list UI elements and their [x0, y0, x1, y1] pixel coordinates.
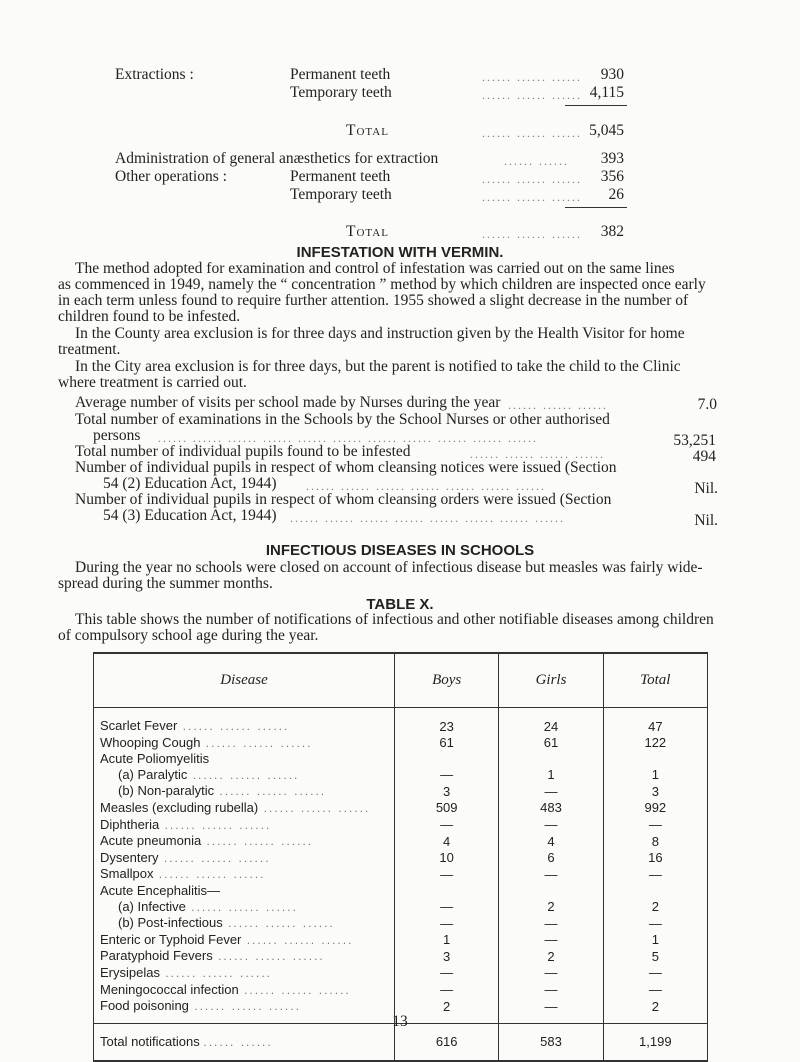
total-cell: 47	[603, 708, 707, 735]
anaesthetics-label: Administration of general anæsthetics for extraction	[115, 150, 439, 167]
stat-value: 53,251	[673, 432, 716, 449]
total-cell: 2	[603, 899, 707, 916]
disease-cell: Whooping Cough ...... ...... ......	[94, 735, 395, 752]
text-line: This table shows the number of notifications of infectious and other notifiable diseases among children	[75, 611, 714, 628]
boys-cell: 3	[395, 783, 499, 800]
disease-name: (a) Paralytic	[118, 766, 188, 782]
total-cell	[603, 883, 707, 899]
disease-cell	[94, 751, 395, 767]
disease-name: (b) Post-infectious	[118, 915, 223, 931]
text-line: children found to be infested.	[58, 308, 241, 325]
column-header-disease: Disease	[94, 653, 395, 708]
column-header-total: Total	[603, 653, 707, 708]
page-number: 13	[392, 1013, 408, 1030]
stat-label-cont: 54 (3) Education Act, 1944)	[103, 507, 277, 524]
disease-name: Smallpox	[100, 866, 154, 882]
text-line: of compulsory school age during the year.	[58, 627, 319, 644]
girls-cell: 483	[499, 800, 603, 817]
text-line: where treatment is carried out.	[58, 374, 247, 391]
table-row	[94, 883, 708, 899]
boys-cell: 3	[395, 948, 499, 965]
total-cell: —	[603, 817, 707, 834]
girls-cell	[499, 883, 603, 899]
text-line: In the County area exclusion is for three days and instruction given by the Health Visitor for home	[75, 325, 685, 342]
disease-cell: (a) Infective ...... ...... ......	[94, 899, 395, 916]
boys-cell: —	[395, 982, 499, 999]
girls-cell: 61	[499, 735, 603, 752]
disease-cell: Acute pneumonia ...... ...... ......	[94, 833, 395, 850]
disease-name: Paratyphoid Fevers	[100, 948, 213, 964]
extractions-total-value: 5,045	[589, 122, 624, 139]
girls-cell: 2	[499, 899, 603, 916]
table-row	[94, 800, 708, 817]
total-girls: 583	[499, 1023, 603, 1061]
stat-value: Nil.	[694, 480, 718, 497]
total-cell: 1	[603, 767, 707, 784]
girls-cell: —	[499, 932, 603, 949]
total-cell: —	[603, 866, 707, 883]
vermin-paragraph-method	[58, 261, 758, 325]
disease-name: Meningococcal infection	[100, 981, 239, 997]
disease-name: Food poisoning	[100, 998, 189, 1014]
extractions-label: Extractions :	[115, 66, 194, 83]
disease-cell	[94, 883, 395, 899]
stat-label: Total number of examinations in the Schools by the School Nurses or other authorised	[75, 411, 610, 428]
vermin-heading: INFESTATION WITH VERMIN.	[296, 244, 504, 261]
total-cell: —	[603, 965, 707, 982]
table-row	[94, 982, 708, 999]
text-line: in each term unless found to require further attention. 1955 showed a slight decrease in the number of	[58, 292, 689, 309]
boys-cell: —	[395, 915, 499, 932]
total-cell	[603, 751, 707, 767]
divider	[565, 207, 627, 208]
total-cell: 1	[603, 932, 707, 949]
table-row	[94, 899, 708, 916]
other-operations-temporary-label: Temporary teeth	[290, 186, 392, 203]
girls-cell: —	[499, 866, 603, 883]
column-header-boys: Boys	[395, 653, 499, 708]
disease-name: Enteric or Typhoid Fever	[100, 931, 242, 947]
total-label-text: Total notifications	[100, 1034, 200, 1050]
stat-label: Number of individual pupils in respect of whom cleansing notices were issued (Section	[75, 459, 617, 476]
divider	[565, 105, 627, 106]
total-cell: —	[603, 982, 707, 999]
disease-name: Erysipelas	[100, 964, 160, 980]
disease-cell: (b) Non-paralytic ...... ...... ......	[94, 783, 395, 800]
anaesthetics-value: 393	[600, 150, 624, 167]
girls-cell: —	[499, 783, 603, 800]
girls-cell: 1	[499, 767, 603, 784]
girls-cell: —	[499, 998, 603, 1015]
table-row	[94, 965, 708, 982]
table-row	[94, 767, 708, 784]
disease-name: Acute Encephalitis—	[100, 882, 220, 898]
other-operations-permanent-value: 356	[600, 168, 624, 185]
table-row	[94, 948, 708, 965]
total-cell: 16	[603, 850, 707, 867]
notifications-table	[93, 652, 708, 1062]
disease-name: (a) Infective	[118, 898, 186, 914]
total-cell: 3	[603, 783, 707, 800]
table-row	[94, 833, 708, 850]
other-operations-temporary-value: 26	[608, 186, 624, 203]
disease-name: Scarlet Fever	[100, 718, 178, 733]
total-total: 1,199	[603, 1023, 707, 1061]
disease-cell: Scarlet Fever ...... ...... ......	[94, 708, 395, 735]
other-operations-total-label: Total	[346, 223, 389, 240]
text-line: In the City area exclusion is for three days, but the parent is notified to take the child to the Clinic	[75, 358, 681, 375]
boys-cell	[395, 883, 499, 899]
girls-cell	[499, 751, 603, 767]
vermin-paragraph-city	[58, 359, 758, 391]
other-operations-label: Other operations :	[115, 168, 227, 185]
table-row	[94, 751, 708, 767]
boys-cell: 1	[395, 932, 499, 949]
table-row	[94, 915, 708, 932]
total-cell: 5	[603, 948, 707, 965]
table-title: TABLE X.	[366, 596, 434, 613]
disease-cell: Erysipelas ...... ...... ......	[94, 965, 395, 982]
text-line: The method adopted for examination and control of infestation was carried out on the same lines	[75, 260, 675, 277]
extractions-permanent-label: Permanent teeth	[290, 66, 391, 83]
girls-cell: —	[499, 982, 603, 999]
boys-cell: 10	[395, 850, 499, 867]
table-row	[94, 783, 708, 800]
other-operations-total-value: 382	[600, 223, 624, 240]
column-header-girls: Girls	[499, 653, 603, 708]
total-cell: 992	[603, 800, 707, 817]
girls-cell: —	[499, 915, 603, 932]
boys-cell: 4	[395, 833, 499, 850]
stat-label: Average number of visits per school made by Nurses during the year	[75, 394, 501, 411]
boys-cell: 61	[395, 735, 499, 752]
extractions-total-label: Total	[346, 122, 389, 139]
stat-value: 494	[692, 448, 716, 465]
total-label: Total notifications ...... ......	[94, 1023, 395, 1061]
disease-cell: Measles (excluding rubella) ...... ...... ......	[94, 800, 395, 817]
disease-cell: Paratyphoid Fevers ...... ...... ......	[94, 948, 395, 965]
disease-cell: Smallpox ...... ...... ......	[94, 866, 395, 883]
table-row	[94, 866, 708, 883]
total-cell: 122	[603, 735, 707, 752]
stat-value: 7.0	[697, 396, 717, 413]
total-boys: 616	[395, 1023, 499, 1061]
disease-cell: Meningococcal infection ...... ...... ......	[94, 982, 395, 999]
disease-name: (b) Non-paralytic	[118, 783, 215, 799]
girls-cell: —	[499, 965, 603, 982]
boys-cell: —	[395, 866, 499, 883]
text-line: During the year no schools were closed on account of infectious disease but measles was fairly wide-	[75, 559, 703, 576]
table-row	[94, 817, 708, 834]
stat-value: Nil.	[694, 512, 718, 529]
stat-label: Total number of individual pupils found to be infested	[75, 443, 411, 460]
table-row	[94, 735, 708, 752]
total-cell: 2	[603, 998, 707, 1015]
infectious-paragraph	[58, 560, 768, 592]
girls-cell: 24	[499, 708, 603, 735]
boys-cell: 23	[395, 708, 499, 735]
text-line: spread during the summer months.	[58, 575, 273, 592]
total-cell: —	[603, 915, 707, 932]
boys-cell: —	[395, 767, 499, 784]
table-header-row	[94, 653, 708, 708]
table-row	[94, 708, 708, 735]
disease-name: Dysentery	[100, 849, 159, 865]
extractions-temporary-value: 4,115	[589, 84, 624, 101]
infectious-heading: INFECTIOUS DISEASES IN SCHOOLS	[265, 542, 535, 559]
boys-cell: —	[395, 965, 499, 982]
boys-cell: —	[395, 899, 499, 916]
disease-name: Whooping Cough	[100, 734, 201, 750]
text-line: treatment.	[58, 341, 121, 358]
vermin-paragraph-county	[58, 326, 758, 358]
disease-name: Measles (excluding rubella)	[100, 799, 259, 815]
disease-cell: Food poisoning ...... ...... ......	[94, 998, 395, 1015]
girls-cell: 2	[499, 948, 603, 965]
boys-cell: 2	[395, 998, 499, 1015]
extractions-permanent-value: 930	[600, 66, 624, 83]
table-intro	[58, 612, 778, 644]
disease-cell: (a) Paralytic ...... ...... ......	[94, 767, 395, 784]
stat-label: Number of individual pupils in respect of whom cleansing orders were issued (Section	[75, 491, 612, 508]
disease-name: Diphtheria	[100, 816, 160, 832]
total-cell: 8	[603, 833, 707, 850]
other-operations-permanent-label: Permanent teeth	[290, 168, 391, 185]
table-row	[94, 850, 708, 867]
boys-cell: 509	[395, 800, 499, 817]
disease-cell: Dysentery ...... ...... ......	[94, 850, 395, 867]
stat-label-cont: 54 (2) Education Act, 1944)	[103, 475, 277, 492]
boys-cell: —	[395, 817, 499, 834]
table-row	[94, 932, 708, 949]
boys-cell	[395, 751, 499, 767]
disease-name: Acute pneumonia	[100, 833, 202, 849]
extractions-temporary-label: Temporary teeth	[290, 84, 392, 101]
disease-cell: Diphtheria ...... ...... ......	[94, 817, 395, 834]
disease-cell: Enteric or Typhoid Fever ...... ...... ......	[94, 932, 395, 949]
stat-label-cont: persons	[93, 427, 141, 444]
text-line: as commenced in 1949, namely the “ concentration ” method by which children are inspected once early	[58, 276, 706, 293]
girls-cell: 6	[499, 850, 603, 867]
girls-cell: —	[499, 817, 603, 834]
disease-name: Acute Poliomyelitis	[100, 751, 210, 767]
girls-cell: 4	[499, 833, 603, 850]
disease-cell: (b) Post-infectious ...... ...... ......	[94, 915, 395, 932]
